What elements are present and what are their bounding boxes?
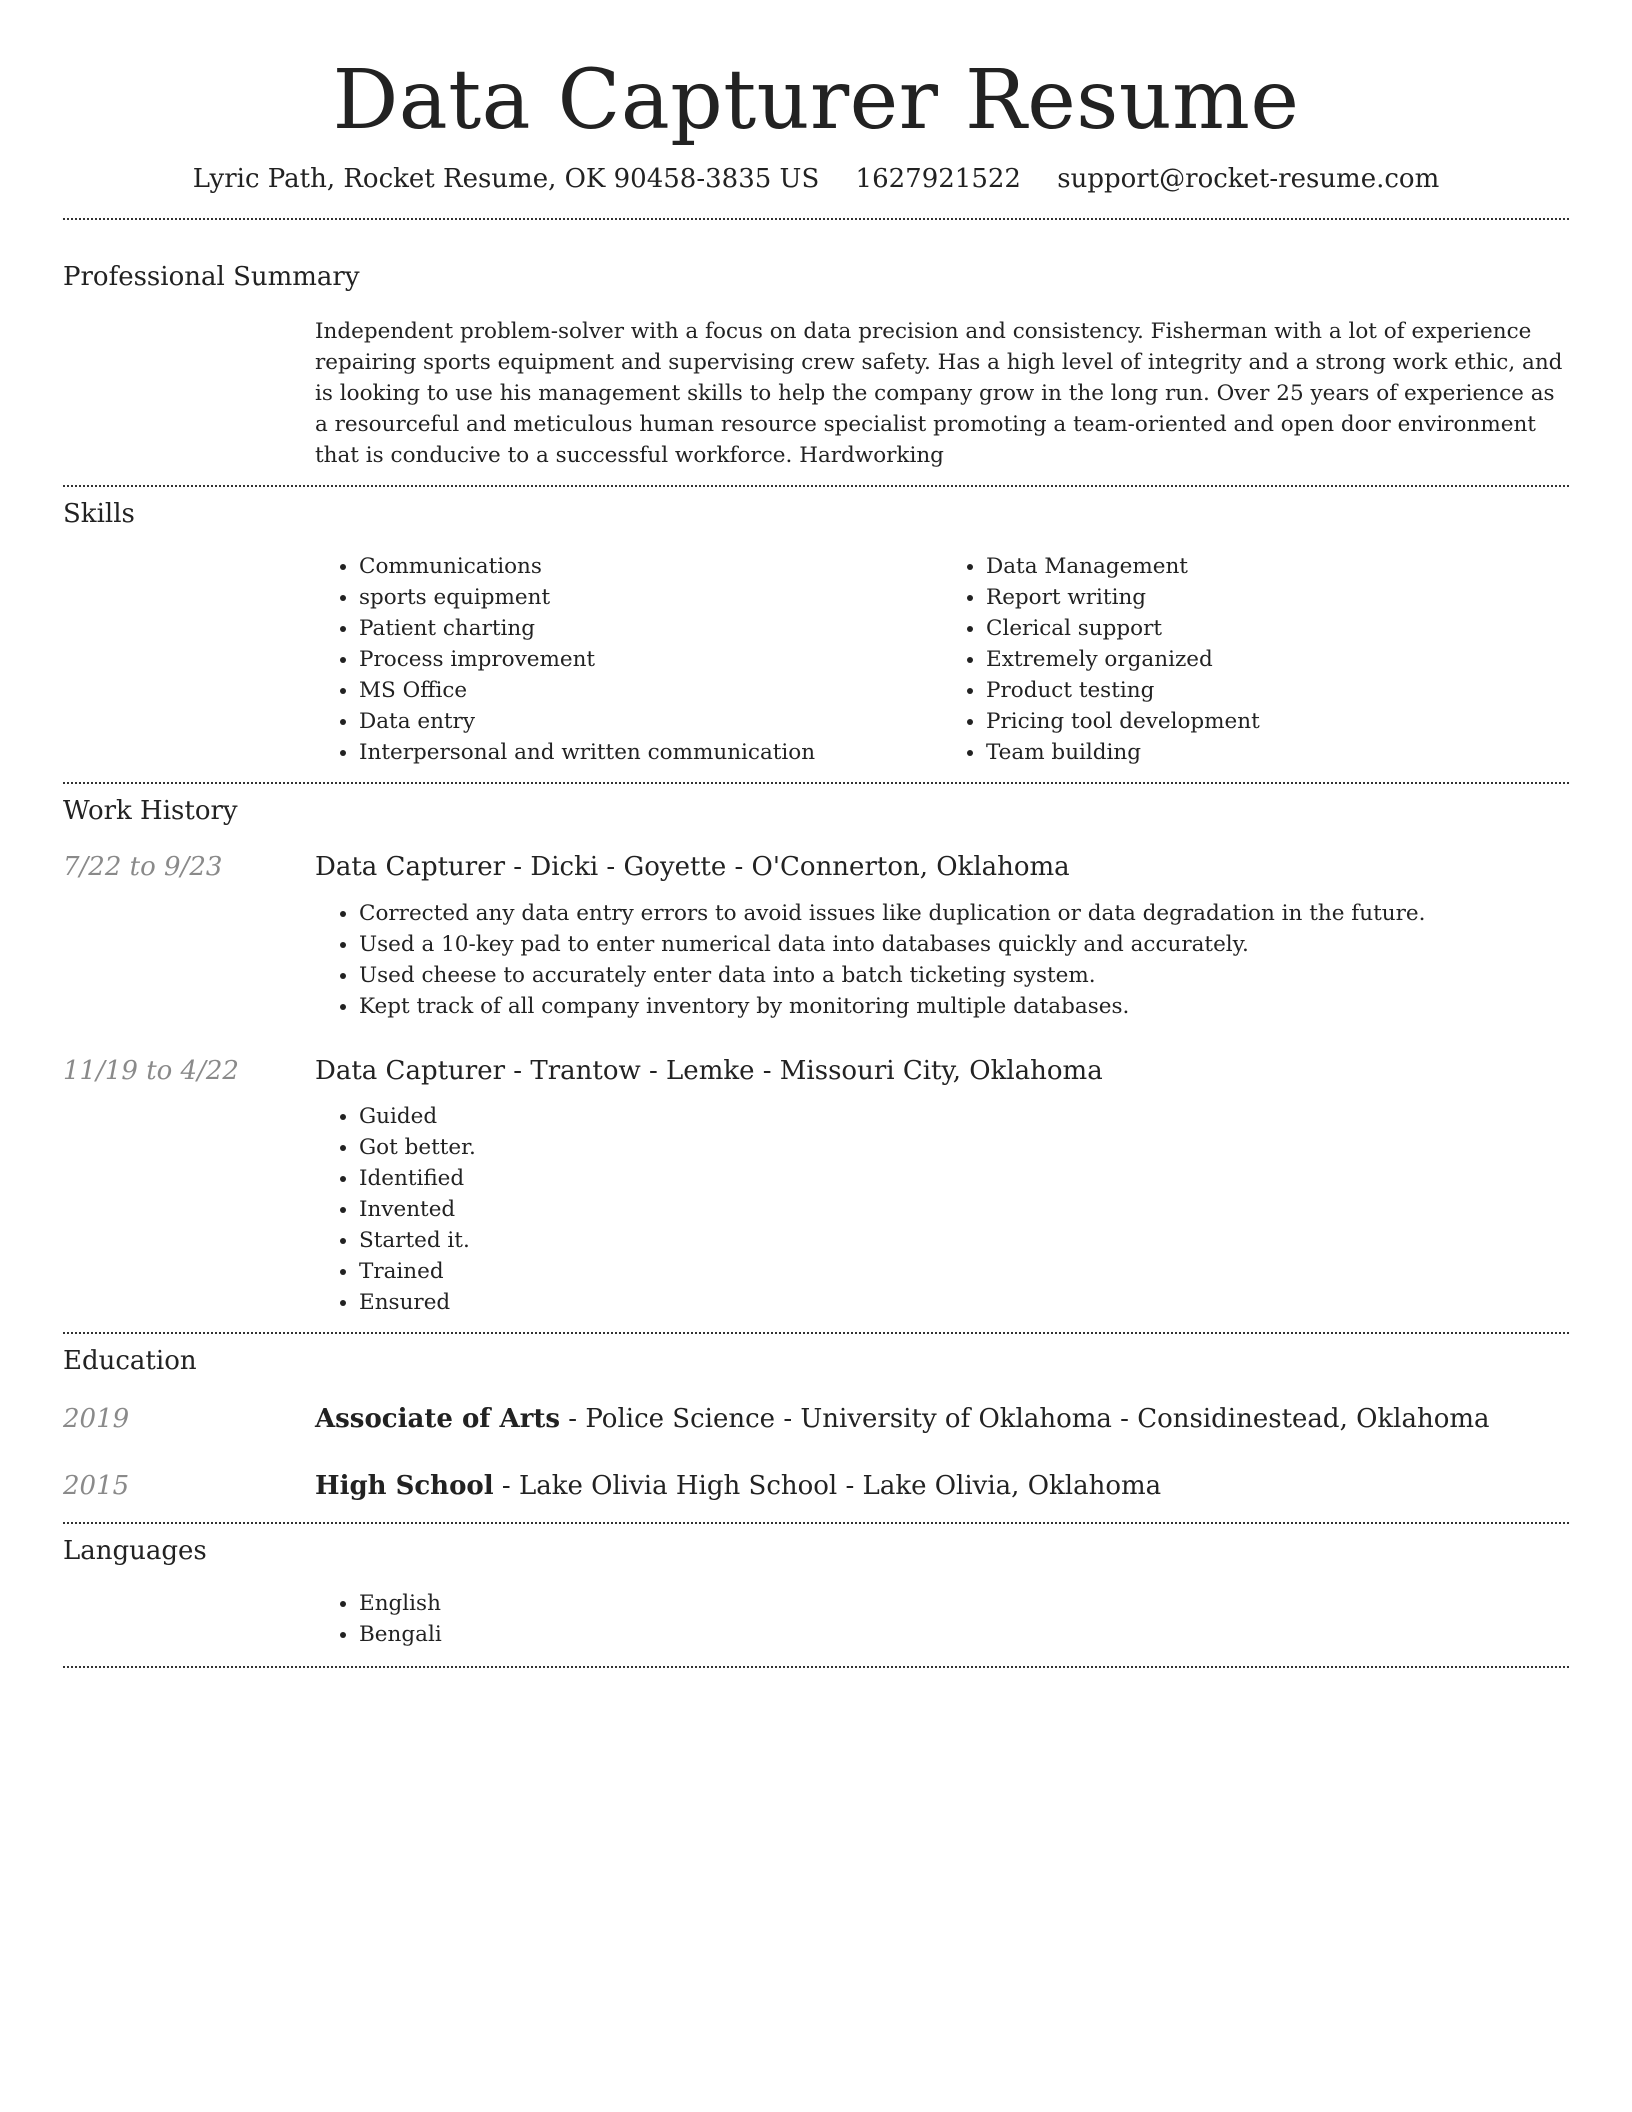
skills-section: [63, 487, 1569, 782]
section-title-work: Work History: [63, 796, 238, 827]
education-title: [315, 1471, 1569, 1502]
education-year: 2019: [63, 1403, 130, 1434]
list-item: • Extremely organized: [986, 644, 1569, 675]
education-details: - Police Science - University of Oklahoma - Considinestead, Oklahoma: [560, 1403, 1490, 1434]
list-item: • English: [359, 1588, 1569, 1619]
job-dates: 7/22 to 9/23: [63, 852, 223, 883]
list-item: • Data Management: [986, 551, 1569, 582]
languages-list: [315, 1588, 1569, 1650]
education-entry: [63, 1471, 1569, 1502]
work-section: [63, 784, 1569, 1331]
contact-line: [63, 164, 1569, 194]
education-year: 2015: [63, 1470, 130, 1501]
list-item: • MS Office: [359, 675, 942, 706]
resume-title: Data Capturer Resume: [332, 53, 1300, 148]
list-item: • Product testing: [986, 675, 1569, 706]
divider: [63, 1666, 1569, 1668]
list-item: • Got better.: [359, 1132, 1569, 1163]
list-item: • Invented: [359, 1194, 1569, 1225]
list-item: • Patient charting: [359, 613, 942, 644]
list-item: • Started it.: [359, 1225, 1569, 1256]
education-title: [315, 1404, 1569, 1435]
list-item: • Ensured: [359, 1287, 1569, 1318]
section-title-education: Education: [63, 1345, 197, 1376]
education-entry: [63, 1404, 1569, 1435]
section-title-skills: Skills: [63, 499, 135, 530]
summary-text: Independent problem-solver with a focus on data precision and consistency. Fisherman with a lot of experience repairing sports equipment and supervising crew safety. Has a high level of integrity and a strong work ethic, and is looking to use his management skills to help the company grow in the long run. Over 25 years of experience as a resourceful and meticulous human resource specialist promoting a team-oriented and open door environment that is conducive to a successful workforce. Hardworking: [315, 319, 1563, 469]
list-item: • Process improvement: [359, 644, 942, 675]
skills-list-left: [315, 551, 942, 768]
job-bullets: [315, 898, 1569, 1022]
list-item: • Corrected any data entry errors to avoid issues like duplication or data degradation in the future.: [359, 898, 1569, 929]
skills-list-right: [942, 551, 1569, 768]
job-entry: [63, 1056, 1569, 1318]
job-title: Data Capturer - Dicki - Goyette - O'Connerton, Oklahoma: [315, 852, 1070, 883]
contact-email: support@rocket-resume.com: [1057, 164, 1440, 195]
list-item: • Data entry: [359, 706, 942, 737]
list-item: • Interpersonal and written communication: [359, 737, 942, 768]
list-item: • sports equipment: [359, 582, 942, 613]
list-item: • Communications: [359, 551, 942, 582]
education-degree: Associate of Arts: [315, 1403, 561, 1434]
list-item: • Guided: [359, 1101, 1569, 1132]
section-title-languages: Languages: [63, 1536, 207, 1567]
list-item: • Kept track of all company inventory by monitoring multiple databases.: [359, 991, 1569, 1022]
languages-section: [63, 1524, 1569, 1666]
job-bullets: [315, 1101, 1569, 1318]
list-item: • Team building: [986, 737, 1569, 768]
contact-address: Lyric Path, Rocket Resume, OK 90458-3835 US: [192, 164, 820, 195]
section-title-summary: Professional Summary: [63, 262, 360, 293]
education-details: - Lake Olivia High School - Lake Olivia, Oklahoma: [493, 1470, 1162, 1501]
list-item: • Pricing tool development: [986, 706, 1569, 737]
list-item: • Clerical support: [986, 613, 1569, 644]
job-entry: [63, 852, 1569, 1021]
education-section: [63, 1334, 1569, 1522]
job-dates: 11/19 to 4/22: [63, 1055, 239, 1086]
list-item: • Bengali: [359, 1619, 1569, 1650]
list-item: • Used cheese to accurately enter data into a batch ticketing system.: [359, 960, 1569, 991]
job-title: Data Capturer - Trantow - Lemke - Missouri City, Oklahoma: [315, 1055, 1103, 1086]
list-item: • Report writing: [986, 582, 1569, 613]
list-item: • Identified: [359, 1163, 1569, 1194]
list-item: • Used a 10-key pad to enter numerical data into databases quickly and accurately.: [359, 929, 1569, 960]
summary-section: [63, 220, 1569, 485]
education-degree: High School: [315, 1470, 494, 1501]
contact-phone: 1627921522: [855, 164, 1021, 195]
list-item: • Trained: [359, 1256, 1569, 1287]
